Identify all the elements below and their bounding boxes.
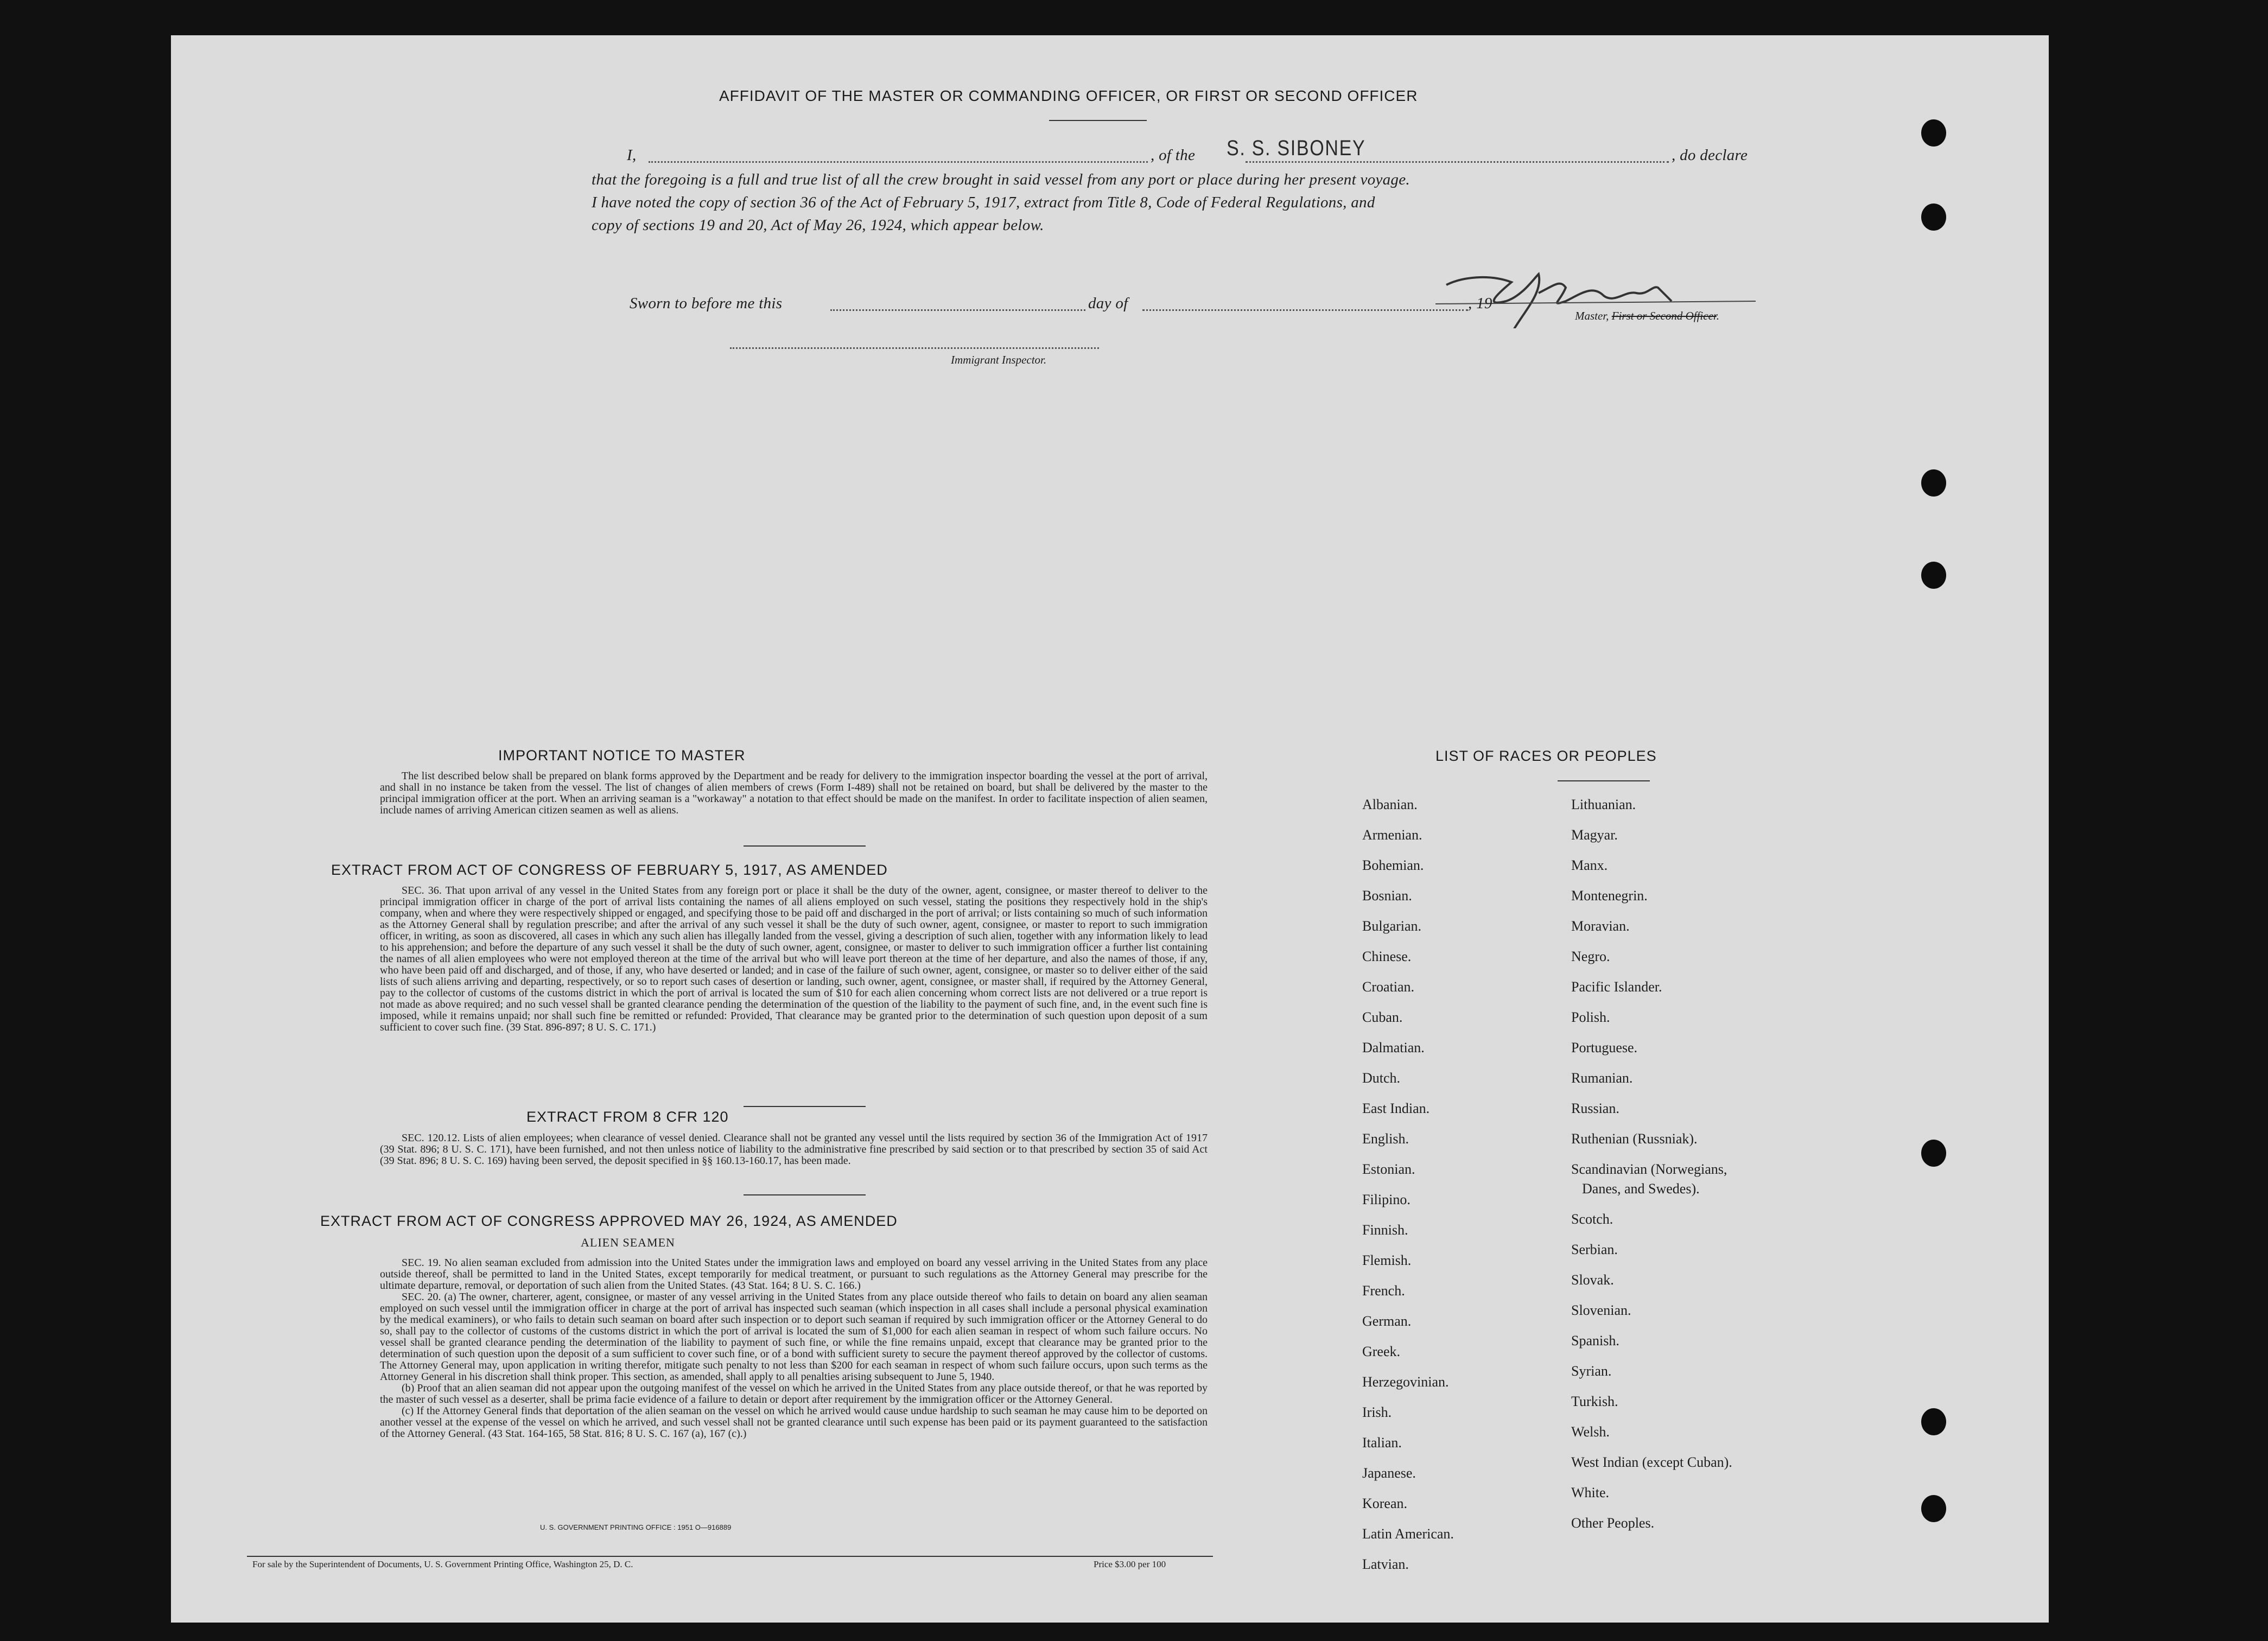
binder-hole [1921, 1495, 1946, 1522]
race-item: Korean. [1362, 1496, 1408, 1511]
binder-hole [1921, 562, 1946, 589]
sworn-text: Sworn to before me this [630, 295, 783, 312]
race-item: Welsh. [1571, 1424, 1610, 1440]
race-item: Dalmatian. [1362, 1040, 1425, 1055]
race-item: Latvian. [1362, 1556, 1409, 1572]
extract-1917-text: SEC. 36. That upon arrival of any vessel in the United States from any foreign port or place it shall be the duty of the owner, agent, consignee, or master thereof to deliver to the principal immigration officer in charge of the port of arrival lists containing the names of all aliens employed on such vessel, stating the positions they respectively hold in the ship's company, when and where they were respectively shipped or engaged, and specifying those to be paid off and discharged in the port of arrival; or lists containing so much of such information as the Attorney General shall by regulation prescribe; and after the arrival of any such vessel it shall be the duty of such owner, agent, consignee, or master to report to such immigration officer, in writing, as soon as discovered, all cases in which any such alien has illegally landed from the vessel, giving a description of such alien, together with any information likely to lead to his apprehension; and before the departure of any such vessel it shall be the duty of such owner, agent, consignee, or master to deliver to such immigration officer a further list containing the names of all alien employees who were not employed thereon at the time of the arrival but who will leave port thereon at the time of her departure, and also the names of those, if any, who have been paid off and discharged, and of those, if any, who have deserted or landed; and in case of the failure of such owner, agent, consignee, or master so to deliver either of the said lists of such aliens arriving and departing, respectively, or so to report such cases of desertion or landing, such owner, agent, consignee, or master shall, if required by the Attorney General, pay to the collector of customs of the customs district in which the port of arrival is located the sum of $10 for each alien concerning whom correct lists are not delivered or a true report is not made as above required; and no such vessel shall be granted clearance pending the determination of the question of the liability to the payment of such fine, and, in the event such fine is imposed, while it remains unpaid; nor shall such fine be remitted or refunded: Provided, That clearance may be granted prior to the determination of such question upon deposit of a sum sufficient to cover such fine. (39 Stat. 896-897; 8 U. S. C. 171.) [380, 885, 1208, 1033]
affidavit-line-2: that the foregoing is a full and true list of all the crew brought in said vessel from any port or place during her present voyage. [592, 171, 1410, 188]
race-item: Japanese. [1362, 1465, 1416, 1481]
printing-office-line: U. S. GOVERNMENT PRINTING OFFICE : 1951 O—916889 [540, 1523, 732, 1531]
affidavit-do-declare: , do declare [1672, 147, 1748, 164]
race-item: Irish. [1362, 1404, 1392, 1420]
vessel-name-stamp: S. S. SIBONEY [1227, 136, 1366, 160]
race-item: Magyar. [1571, 827, 1618, 843]
race-item: Latin American. [1362, 1526, 1454, 1542]
race-item: Russian. [1571, 1101, 1619, 1116]
sworn-month-blank [1142, 309, 1468, 311]
extract-cfr-rule [744, 1194, 866, 1195]
year-text: , 19 [1468, 295, 1492, 312]
race-item: Spanish. [1571, 1333, 1619, 1349]
race-item: Flemish. [1362, 1252, 1412, 1268]
notice-rule [744, 845, 866, 847]
alien-seamen-subtitle: ALIEN SEAMEN [581, 1236, 675, 1249]
binder-hole [1921, 203, 1946, 231]
races-rule [1558, 780, 1650, 781]
name-blank [649, 161, 1148, 163]
document-page [171, 35, 2049, 1623]
race-item: Negro. [1571, 949, 1610, 964]
race-item: Filipino. [1362, 1192, 1411, 1207]
race-item: Herzegovinian. [1362, 1374, 1449, 1390]
race-item: Pacific Islander. [1571, 979, 1662, 995]
struck-officer-text: First or Second Officer [1611, 309, 1717, 322]
extract-cfr-title: EXTRACT FROM 8 CFR 120 [526, 1109, 729, 1125]
title-rule [1049, 120, 1147, 121]
extract-1924-title: EXTRACT FROM ACT OF CONGRESS APPROVED MAY 26, 1924, AS AMENDED [320, 1213, 898, 1229]
footer-price: Price $3.00 per 100 [1094, 1559, 1166, 1569]
race-item: Bulgarian. [1362, 918, 1422, 934]
race-item: Portuguese. [1571, 1040, 1638, 1055]
race-item: Syrian. [1571, 1363, 1612, 1379]
affidavit-line-3: I have noted the copy of section 36 of the Act of February 5, 1917, extract from Title 8, Code of Federal Regulations, and [592, 194, 1375, 211]
signature-caption: Master, First or Second Officer. [1575, 309, 1719, 322]
race-item: Manx. [1571, 857, 1608, 873]
races-title: LIST OF RACES OR PEOPLES [1435, 748, 1657, 764]
race-item: Turkish. [1571, 1394, 1618, 1409]
race-item: Albanian. [1362, 797, 1418, 812]
binder-hole [1921, 469, 1946, 497]
race-item: Slovak. [1571, 1272, 1614, 1288]
race-item: French. [1362, 1283, 1405, 1299]
race-item: Italian. [1362, 1435, 1402, 1451]
race-item: Scandinavian (Norwegians, [1571, 1161, 1727, 1177]
race-item: Cuban. [1362, 1009, 1403, 1025]
race-item: Lithuanian. [1571, 797, 1636, 812]
affidavit-title: AFFIDAVIT OF THE MASTER OR COMMANDING OFFICER, OR FIRST OR SECOND OFFICER [719, 87, 1418, 104]
notice-title: IMPORTANT NOTICE TO MASTER [498, 747, 746, 764]
race-item: Estonian. [1362, 1161, 1415, 1177]
race-item: Ruthenian (Russniak). [1571, 1131, 1698, 1147]
races-column-1 [1362, 790, 1454, 1580]
vessel-blank [1246, 161, 1669, 163]
race-item: Armenian. [1362, 827, 1422, 843]
race-item: East Indian. [1362, 1101, 1430, 1116]
race-item: Polish. [1571, 1009, 1610, 1025]
inspector-blank [730, 347, 1099, 349]
footer-rule [247, 1556, 1213, 1557]
race-item: Moravian. [1571, 918, 1630, 934]
race-item: Danes, and Swedes). [1582, 1181, 1700, 1197]
affidavit-line-4: copy of sections 19 and 20, Act of May 26, 1924, which appear below. [592, 217, 1044, 234]
extract-1917-title: EXTRACT FROM ACT OF CONGRESS OF FEBRUARY 5, 1917, AS AMENDED [331, 862, 888, 878]
race-item: German. [1362, 1313, 1412, 1329]
footer-sale-note: For sale by the Superintendent of Documents, U. S. Government Printing Office, Washington 25, D. C. [252, 1559, 633, 1569]
race-item: Rumanian. [1571, 1070, 1633, 1086]
race-item: Slovenian. [1571, 1302, 1631, 1318]
race-item: Bosnian. [1362, 888, 1412, 904]
race-item: Other Peoples. [1571, 1515, 1655, 1531]
race-item: English. [1362, 1131, 1409, 1147]
race-item: West Indian (except Cuban). [1571, 1454, 1732, 1470]
race-item: Scotch. [1571, 1211, 1613, 1227]
extract-1924-text: SEC. 19. No alien seaman excluded from admission into the United States under the immigration laws and employed on board any vessel arriving in the United States from any place outside thereof, shall be permitted to land in the United States, except temporarily for medical treatment, or pursuant to such regulations as the Attorney General may prescribe for the ultimate departure, removal, or deportation of such alien from the United States. (43 Stat. 164; 8 U. S. C. 166.) SEC. 20. (a) The owner, charterer, agent, consignee, or master of any vessel arriving in the United States from any place outside thereof who fails to detain on board any alien seaman employed on such vessel until the immigration officer in charge at the port of arrival has inspected such seaman (which inspection in all cases shall include a personal physical examination by the medical examiners), or who fails to detain such seaman on board after such inspection or to deport such seaman if required by such immigration officer or the Attorney General to do so, shall pay to the collector of customs of the customs district in which the port of arrival is located the sum of $1,000 for each alien seaman in respect of whom such failure occurs. No vessel shall be granted clearance pending the determination of the liability to payment of such fine, or while the fine remains unpaid, except that clearance may be granted prior to the determination of such question upon the deposit of a sum sufficient to cover such fine, or of a bond with sufficient surety to secure the payment thereof approved by the collector of customs. The Attorney General may, upon application in writing therefor, mitigate such penalty to not less than $200 for each seaman in respect of whom such failure occurs, upon such terms as the Attorney General in his discretion shall think proper. This section, as amended, shall apply to all penalties arising subsequent to June 5, 1940. (b) Proof that an alien seaman did not appear upon the outgoing manifest of the vessel on which he arrived in the United States from any place outside thereof, or that he was reported by the master of such vessel as a deserter, shall be prima facie evidence of a failure to detain or deport after requirement by the immigration officer or the Attorney General. (c) If the Attorney General finds that deportation of the alien seaman on the vessel on which he arrived would cause undue hardship to such seaman he may cause him to be deported on another vessel at the expense of the vessel on which he arrived, and such vessel shall not be granted clearance until such expense has been paid or its payment guaranteed to the satisfaction of the Attorney General. (43 Stat. 164-165, 58 Stat. 816; 8 U. S. C. 167 (a), 167 (c).) [380, 1257, 1208, 1440]
notice-text: The list described below shall be prepared on blank forms approved by the Department and be ready for delivery to the immigration inspector boarding the vessel at the port of arrival, and shall in no instance be taken from the vessel. The list of changes of alien members of crews (Form I-489) shall not be retained on board, but shall be delivered by the master to the principal immigration officer at the port. When an arriving seaman is a "workaway" a notation to that effect should be made on the manifest. In order to facilitate inspection of alien seamen, include names of arriving American citizen seamen as well as aliens. [380, 770, 1208, 816]
race-item: Croatian. [1362, 979, 1415, 995]
immigrant-inspector-caption: Immigrant Inspector. [951, 353, 1047, 366]
race-item: Serbian. [1571, 1242, 1618, 1257]
sworn-day-blank [830, 309, 1085, 311]
extract-1917-rule [744, 1106, 866, 1107]
race-item: Chinese. [1362, 949, 1412, 964]
race-item: Dutch. [1362, 1070, 1401, 1086]
race-item: Finnish. [1362, 1222, 1408, 1238]
race-item: Montenegrin. [1571, 888, 1648, 904]
race-item: Bohemian. [1362, 857, 1424, 873]
races-column-2 [1571, 790, 1732, 1538]
affidavit-i: I, [627, 147, 637, 164]
affidavit-of-the: , of the [1151, 147, 1196, 164]
binder-hole [1921, 119, 1946, 147]
race-item: White. [1571, 1485, 1610, 1500]
extract-cfr-text: SEC. 120.12. Lists of alien employees; when clearance of vessel denied. Clearance shall not be granted any vessel until the lists required by section 36 of the Immigration Act of 1917 (39 Stat. 896; 8 U. S. C. 171), have been furnished, and not then unless notice of liability to the administrative fine prescribed by said section or to that prescribed by section 35 of said Act (39 Stat. 896; 8 U. S. C. 169) having been served, the deposit specified in §§ 160.13-160.17, has been made. [380, 1132, 1208, 1167]
binder-hole [1921, 1140, 1946, 1167]
day-of-text: day of [1088, 295, 1128, 312]
race-item: Greek. [1362, 1344, 1401, 1359]
binder-hole [1921, 1408, 1946, 1435]
